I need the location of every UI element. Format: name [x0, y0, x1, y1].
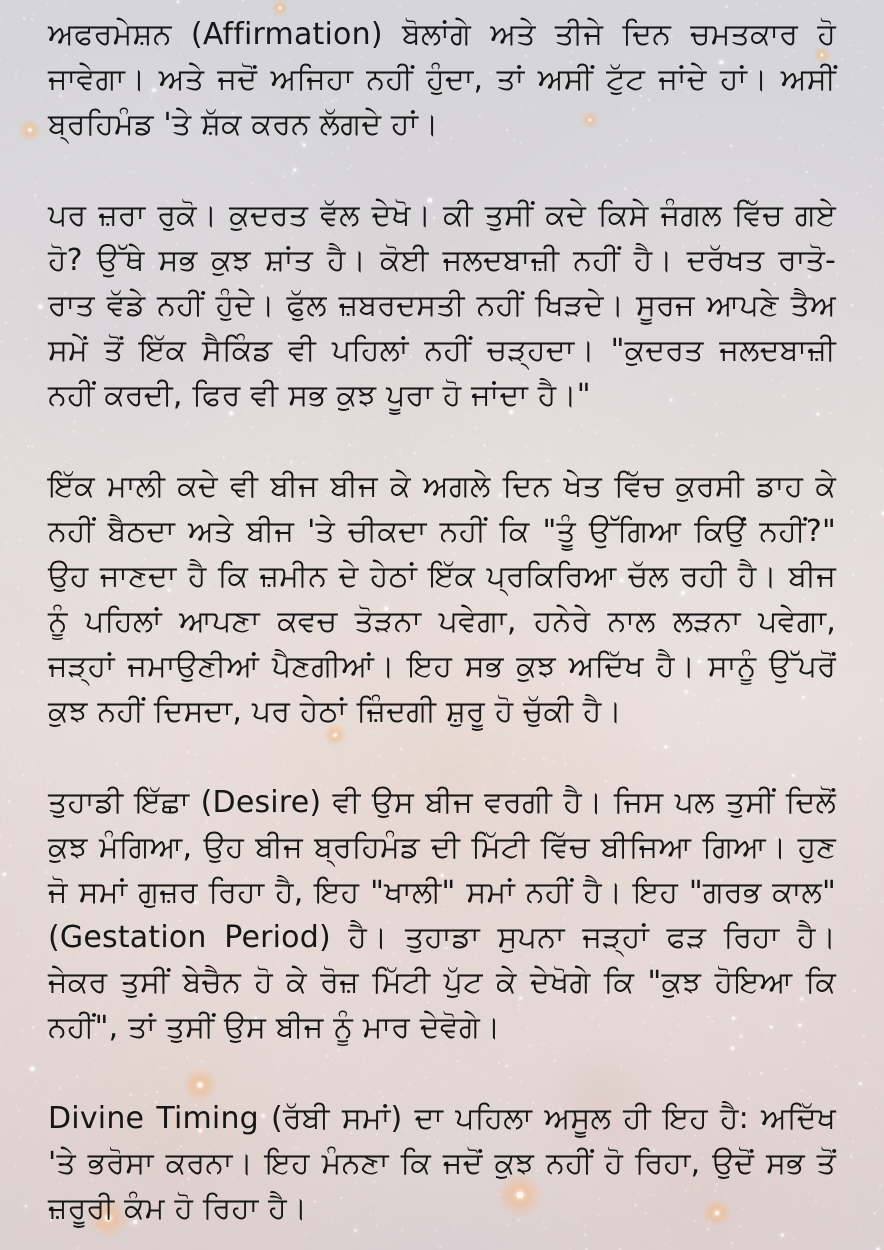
paragraph-nature: ਪਰ ਜ਼ਰਾ ਰੁਕੋ। ਕੁਦਰਤ ਵੱਲ ਦੇਖੋ। ਕੀ ਤੁਸੀਂ ਕਦੇ ਕਿਸੇ ਜੰਗਲ ਵਿੱਚ ਗਏ ਹੋ? ਉੱਥੇ ਸਭ ਕੁਝ ਸ਼ਾਂਤ ਹੈ। ਕੋਈ ਜਲਦਬਾਜ਼ੀ ਨਹੀਂ ਹੈ। ਦਰੱਖਤ ਰਾਤੋ-ਰਾਤ ਵੱਡੇ ਨਹੀਂ ਹੁੰਦੇ। ਫੁੱਲ ਜ਼ਬਰਦਸਤੀ ਨਹੀਂ ਖਿੜਦੇ। ਸੂਰਜ ਆਪਣੇ ਤੈਅ ਸਮੇਂ ਤੋਂ ਇੱਕ ਸੈਕਿੰਡ ਵੀ ਪਹਿਲਾਂ ਨਹੀਂ ਚੜ੍ਹਦਾ। "ਕੁਦਰਤ ਜਲਦਬਾਜ਼ੀ ਨਹੀਂ ਕਰਦੀ, ਫਿਰ ਵੀ ਸਭ ਕੁਝ ਪੂਰਾ ਹੋ ਜਾਂਦਾ ਹੈ।"	[48, 198, 836, 413]
paragraph-desire-seed: ਤੁਹਾਡੀ ਇੱਛਾ (Desire) ਵੀ ਉਸ ਬੀਜ ਵਰਗੀ ਹੈ। ਜਿਸ ਪਲ ਤੁਸੀਂ ਦਿਲੋਂ ਕੁਝ ਮੰਗਿਆ, ਉਹ ਬੀਜ ਬ੍ਰਹਿਮੰਡ ਦੀ ਮਿੱਟੀ ਵਿੱਚ ਬੀਜਿਆ ਗਿਆ। ਹੁਣ ਜੋ ਸਮਾਂ ਗੁਜ਼ਰ ਰਿਹਾ ਹੈ, ਇਹ "ਖਾਲੀ" ਸਮਾਂ ਨਹੀਂ ਹੈ। ਇਹ "ਗਰਭ ਕਾਲ" (Gestation Period) ਹੈ। ਤੁਹਾਡਾ ਸੁਪਨਾ ਜੜ੍ਹਾਂ ਫੜ ਰਿਹਾ ਹੈ। ਜੇਕਰ ਤੁਸੀਂ ਬੇਚੈਨ ਹੋ ਕੇ ਰੋਜ਼ ਮਿੱਟੀ ਪੁੱਟ ਕੇ ਦੇਖੋਗੇ ਕਿ "ਕੁਝ ਹੋਇਆ ਕਿ ਨਹੀਂ", ਤਾਂ ਤੁਸੀਂ ਉਸ ਬੀਜ ਨੂੰ ਮਾਰ ਦੇਵੋਗੇ।	[48, 785, 836, 1045]
paragraph-affirmation: ਅਫਰਮੇਸ਼ਨ (Affirmation) ਬੋਲਾਂਗੇ ਅਤੇ ਤੀਜੇ ਦਿਨ ਚਮਤਕਾਰ ਹੋ ਜਾਵੇਗਾ। ਅਤੇ ਜਦੋਂ ਅਜਿਹਾ ਨਹੀਂ ਹੁੰਦਾ, ਤਾਂ ਅਸੀਂ ਟੁੱਟ ਜਾਂਦੇ ਹਾਂ। ਅਸੀਂ ਬ੍ਰਹਿਮੰਡ 'ਤੇ ਸ਼ੱਕ ਕਰਨ ਲੱਗਦੇ ਹਾਂ।	[48, 17, 836, 142]
paragraph-divine-timing: Divine Timing (ਰੱਬੀ ਸਮਾਂ) ਦਾ ਪਹਿਲਾ ਅਸੂਲ ਹੀ ਇਹ ਹੈ: ਅਦਿੱਖ 'ਤੇ ਭਰੋਸਾ ਕਰਨਾ। ਇਹ ਮੰਨਣਾ ਕਿ ਜਦੋਂ ਕੁਝ ਨਹੀਂ ਹੋ ਰਿਹਾ, ਉਦੋਂ ਸਭ ਤੋਂ ਜ਼ਰੂਰੀ ਕੰਮ ਹੋ ਰਿਹਾ ਹੈ।	[48, 1101, 836, 1226]
paragraph-gardener: ਇੱਕ ਮਾਲੀ ਕਦੇ ਵੀ ਬੀਜ ਬੀਜ ਕੇ ਅਗਲੇ ਦਿਨ ਖੇਤ ਵਿੱਚ ਕੁਰਸੀ ਡਾਹ ਕੇ ਨਹੀਂ ਬੈਠਦਾ ਅਤੇ ਬੀਜ 'ਤੇ ਚੀਕਦਾ ਨਹੀਂ ਕਿ "ਤੂੰ ਉੱਗਿਆ ਕਿਉਂ ਨਹੀਂ?" ਉਹ ਜਾਣਦਾ ਹੈ ਕਿ ਜ਼ਮੀਨ ਦੇ ਹੇਠਾਂ ਇੱਕ ਪ੍ਰਕਿਰਿਆ ਚੱਲ ਰਹੀ ਹੈ। ਬੀਜ ਨੂੰ ਪਹਿਲਾਂ ਆਪਣਾ ਕਵਚ ਤੋੜਨਾ ਪਵੇਗਾ, ਹਨੇਰੇ ਨਾਲ ਲੜਨਾ ਪਵੇਗਾ, ਜੜ੍ਹਾਂ ਜਮਾਉਣੀਆਂ ਪੈਣਗੀਆਂ। ਇਹ ਸਭ ਕੁਝ ਅਦਿੱਖ ਹੈ। ਸਾਨੂੰ ਉੱਪਰੋਂ ਕੁਝ ਨਹੀਂ ਦਿਸਦਾ, ਪਰ ਹੇਠਾਂ ਜ਼ਿੰਦਗੀ ਸ਼ੁਰੂ ਹੋ ਚੁੱਕੀ ਹੈ।	[48, 469, 836, 729]
